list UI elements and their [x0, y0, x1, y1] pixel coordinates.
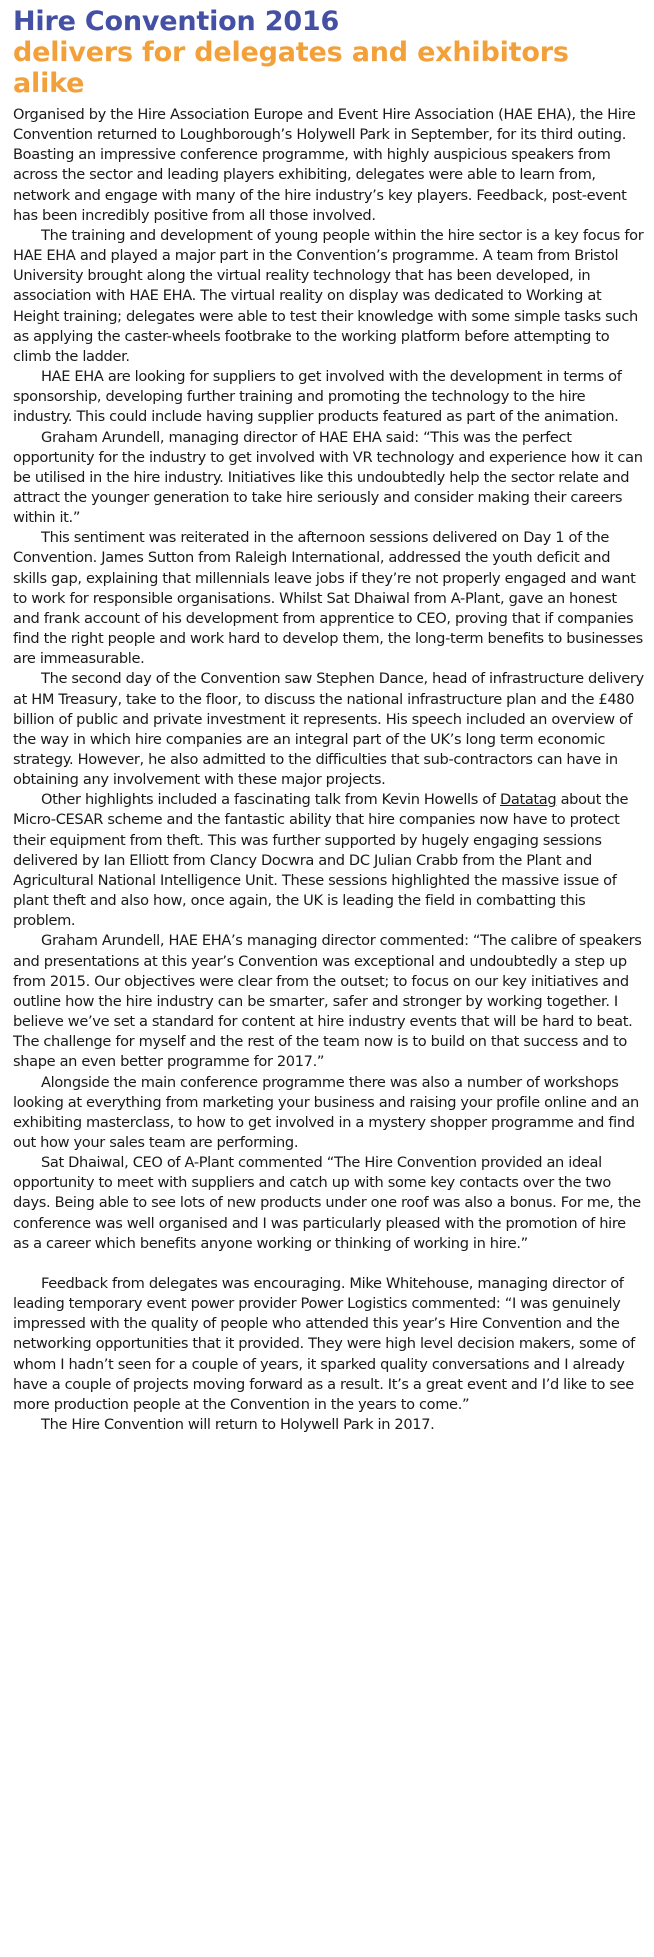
article-body: [13, 105, 644, 1435]
article-paragraph-7-end: about the Micro-CESAR scheme and the fantastic ability that hire companies now have to protect their equipment from theft. This was further supported by hugely engaging sessions delivered by Ian Elliott from Clancy Docwra and DC Julian Crabb from the Plant and Agricultural National Intelligence Unit. These sessions highlighted the massive issue of plant theft and also how, once again, the UK is leading the field in combatting this problem.: [13, 791, 629, 930]
article-paragraph-12: The Hire Convention will return to Holywell Park in 2017.: [41, 1416, 435, 1433]
article-paragraph-9: Alongside the main conference programme there was also a number of workshops looking at everything from marketing your business and raising your profile online and an exhibiting masterclass, to how to get involved in a mystery shopper programme and find out how your sales team are performing.: [13, 1073, 639, 1151]
article-paragraph-7-start: Other highlights included a fascinating talk from Kevin Howells of: [41, 791, 500, 809]
article-paragraph-11: Feedback from delegates was encouraging. Mike Whitehouse, managing director of leading temporary event power provider Power Logistics commented: “I was genuinely impressed with the quality of people who attended this year’s Hire Convention and the networking opportunities that it provided. They were high level decision makers, some of whom I hadn’t seen for a couple of years, it sparked quality conversations and I already have a couple of projects moving forward as a result. It’s a great event and I’d like to see more production people at the Convention in the years to come.”: [13, 1274, 635, 1413]
article-paragraph-2: The training and development of young people within the hire sector is a key focus for HAE EHA and played a major part in the Convention’s programme. A team from Bristol University brought along the virtual reality technology that has been developed, in association with HAE EHA. The virtual reality on display was dedicated to Working at Height training; delegates were able to test their knowledge with some simple tasks such as applying the caster-wheels footbrake to the working platform before attempting to climb the ladder.: [13, 226, 644, 365]
article-title: [13, 6, 644, 99]
article-paragraph-5: This sentiment was reiterated in the afternoon sessions delivered on Day 1 of the Convention. James Sutton from Raleigh International, addressed the youth deficit and skills gap, explaining that millennials leave jobs if they’re not properly engaged and want to work for responsible organisations. Whilst Sat Dhaiwal from A-Plant, gave an honest and frank account of his development from apprentice to CEO, proving that if companies find the right people and work hard to develop them, the long-term benefits to businesses are immeasurable.: [13, 529, 643, 668]
article-paragraph-1: Organised by the Hire Association Europe and Event Hire Association (HAE EHA), the Hire Convention returned to Loughborough’s Holywell Park in September, for its third outing. Boasting an impressive conference programme, with highly auspicious speakers from across the sector and leading players exhibiting, delegates were able to learn from, network and engage with many of the hire industry’s key players. Feedback, post-event has been incredibly positive from all those involved.: [13, 106, 636, 224]
article-paragraph-7: [13, 790, 644, 931]
article-title-line-1: Hire Convention 2016: [13, 6, 340, 37]
article-paragraph-4: Graham Arundell, managing director of HAE EHA said: “This was the perfect opportunity for the industry to get involved with VR technology and experience how it can be utilised in the hire industry. Initiatives like this undoubtedly help the sector relate and attract the younger generation to take hire seriously and consider making their careers within it.”: [13, 428, 643, 527]
article-title-line-2: delivers for delegates and exhibitors alike: [13, 37, 569, 99]
article-paragraph-3: HAE EHA are looking for suppliers to get involved with the development in terms of sponsorship, developing further training and promoting the technology to the hire industry. This could include having supplier products featured as part of the animation.: [13, 368, 622, 426]
article-paragraph-8: Graham Arundell, HAE EHA’s managing director commented: “The calibre of speakers and presentations at this year’s Convention was exceptional and undoubtedly a step up from 2015. Our objectives were clear from the outset; to focus on our key initiatives and outline how the hire industry can be smarter, safer and stronger by working together. I believe we’ve set a standard for content at hire industry events that will be hard to beat. The challenge for myself and the rest of the team now is to build on that success and to shape an even better programme for 2017.”: [13, 932, 642, 1071]
datatag-link[interactable]: Datatag: [499, 791, 557, 809]
article-paragraph-6: The second day of the Convention saw Stephen Dance, head of infrastructure delivery at HM Treasury, take to the floor, to discuss the national infrastructure plan and the £480 billion of public and private investment it represents. His speech included an overview of the way in which hire companies are an integral part of the UK’s long term economic strategy. However, he also admitted to the difficulties that sub-contractors can have in obtaining any involvement with these major projects.: [13, 670, 644, 789]
article-paragraph-10: Sat Dhaiwal, CEO of A-Plant commented “The Hire Convention provided an ideal opportunity to meet with suppliers and catch up with some key contacts over the two days. Being able to see lots of new products under one roof was also a bonus. For me, the conference was well organised and I was particularly pleased with the promotion of hire as a career which benefits anyone working or thinking of working in hire.”: [13, 1154, 641, 1252]
